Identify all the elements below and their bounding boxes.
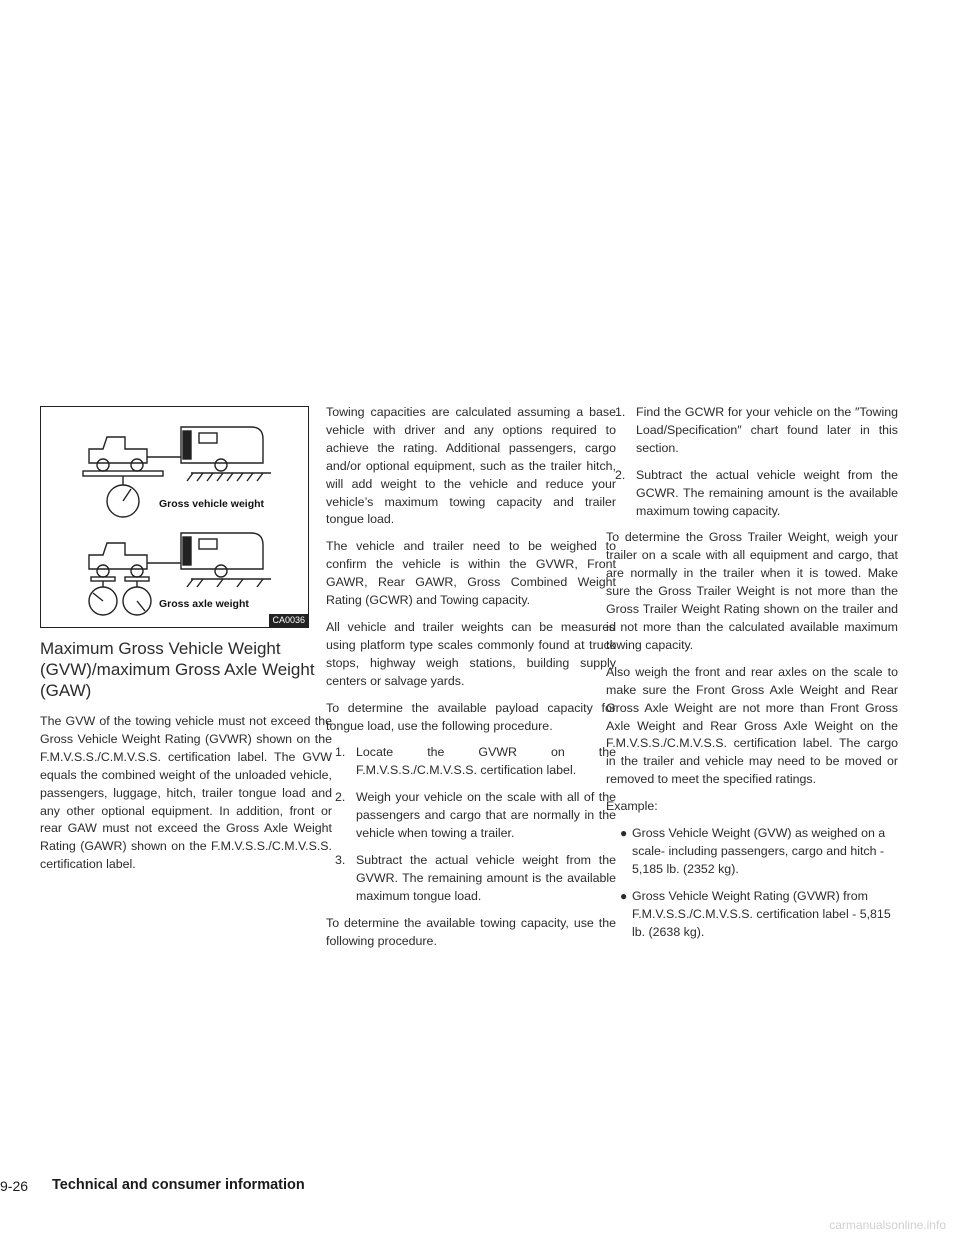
step-text: Subtract the actual vehicle weight from the GVWR. The remaining amount is the available maximum tongue load. xyxy=(356,852,616,903)
paragraph: All vehicle and trailer weights can be measured using platform type scales commonly found at truck stops, highway weigh stations, building supply centers or salvage yards. xyxy=(326,619,616,688)
watermark: carmanualsonline.info xyxy=(829,1218,946,1232)
step-number: 2. xyxy=(335,790,346,805)
paragraph: Towing capacities are calculated assuming a base vehicle with driver and any options required to achieve the rating. Additional passengers, cargo and/or optional equipment, such as the trailer hitch, will add weight to the vehicle and reduce your vehicle’s maximum towing capacity and trailer tongue load. xyxy=(326,405,616,527)
gvw-description: The GVW of the towing vehicle must not exceed the Gross Vehicle Weight Rating (GVWR) shown on the F.M.V.S.S./C.M.V.S.S. certification label. The GVW equals the combined weight of the unloaded vehicle, passengers, luggage, hitch, trailer tongue load and any other optional equipment. In addition, front or rear GAW must not exceed the Gross Axle Weight Rating (GAWR) shown on the F.M.V.S.S./C.M.V.S.S. certification label. xyxy=(40,714,332,872)
list-item xyxy=(326,789,616,843)
payload-steps-list xyxy=(326,744,616,905)
column-right xyxy=(606,404,898,950)
step-text: Weigh your vehicle on the scale with all of the passengers and cargo that are normally in the vehicle when towing a trailer. xyxy=(356,790,616,841)
truck-trailer-scale-illustration xyxy=(41,407,308,627)
list-item xyxy=(606,467,898,521)
column-left xyxy=(40,404,332,883)
list-item xyxy=(606,404,898,458)
paragraph: Also weigh the front and rear axles on the scale to make sure the Front Gross Axle Weight and Rear Gross Axle Weight are not more than Front Gross Axle Weight and Rear Gross Axle Weight on the F.M.V.S.S./C.M.V.S.S. certification label. The cargo in the trailer and vehicle may need to be moved or removed to meet the specified ratings. xyxy=(606,664,898,787)
page-footer xyxy=(0,1175,960,1201)
list-item xyxy=(606,888,898,942)
page-number: 9-26 xyxy=(0,1178,29,1194)
step-text: Subtract the actual vehicle weight from the GCWR. The remaining amount is the available maximum towing capacity. xyxy=(636,467,898,518)
column-middle xyxy=(326,404,616,959)
paragraph: To determine the Gross Trailer Weight, weigh your trailer on a scale with all equipment and cargo, that are normally in the trailer when it is towed. Make sure the Gross Trailer Weight is not more than the Gross Trailer Weight Rating shown on the trailer and is not more than the calculated available maximum towing capacity. xyxy=(606,530,898,652)
bullet-text: Gross Vehicle Weight (GVW) as weighed on a scale- including passengers, cargo and hitch - 5,185 lb. (2352 kg). xyxy=(632,826,886,876)
example-bullets xyxy=(606,825,898,941)
step-number: 2. xyxy=(615,467,626,482)
paragraph: To determine the available towing capacity, use the following procedure. xyxy=(326,915,616,948)
figure-label-gvw: Gross vehicle weight xyxy=(159,498,265,510)
towing-steps-list xyxy=(606,404,898,520)
list-item xyxy=(326,744,616,780)
bullet-text: Gross Vehicle Weight Rating (GVWR) from F.M.V.S.S./C.M.V.S.S. certification label - 5,815 lb. (2638 kg). xyxy=(632,888,891,939)
step-text: Find the GCWR for your vehicle on the ″Towing Load/Specification″ chart found later in this section. xyxy=(636,405,898,455)
step-number: 1. xyxy=(615,405,626,419)
example-label: Example: xyxy=(606,799,658,814)
figure-label-gaw: Gross axle weight xyxy=(159,598,249,610)
towing-weight-figure xyxy=(40,406,309,628)
bullet-icon: ● xyxy=(620,826,628,841)
footer-section-title: Technical and consumer information xyxy=(52,1177,305,1193)
step-number: 3. xyxy=(335,852,346,867)
paragraph: The vehicle and trailer need to be weighed to confirm the vehicle is within the GVWR, Front GAWR, Rear GAWR, Gross Combined Weight Rating (GCWR) and Towing capacity. xyxy=(326,539,616,608)
bullet-icon: ● xyxy=(620,888,628,903)
list-item xyxy=(326,852,616,906)
figure-id: CA0036 xyxy=(269,614,308,627)
section-heading: Maximum Gross Vehicle Weight (GVW)/maximum Gross Axle Weight (GAW) xyxy=(40,639,315,700)
list-item xyxy=(606,825,898,879)
paragraph: To determine the available payload capacity for tongue load, use the following procedure. xyxy=(326,700,616,733)
step-number: 1. xyxy=(335,745,346,760)
step-text: Locate the GVWR on the F.M.V.S.S./C.M.V.S.S. certification label. xyxy=(356,745,616,778)
